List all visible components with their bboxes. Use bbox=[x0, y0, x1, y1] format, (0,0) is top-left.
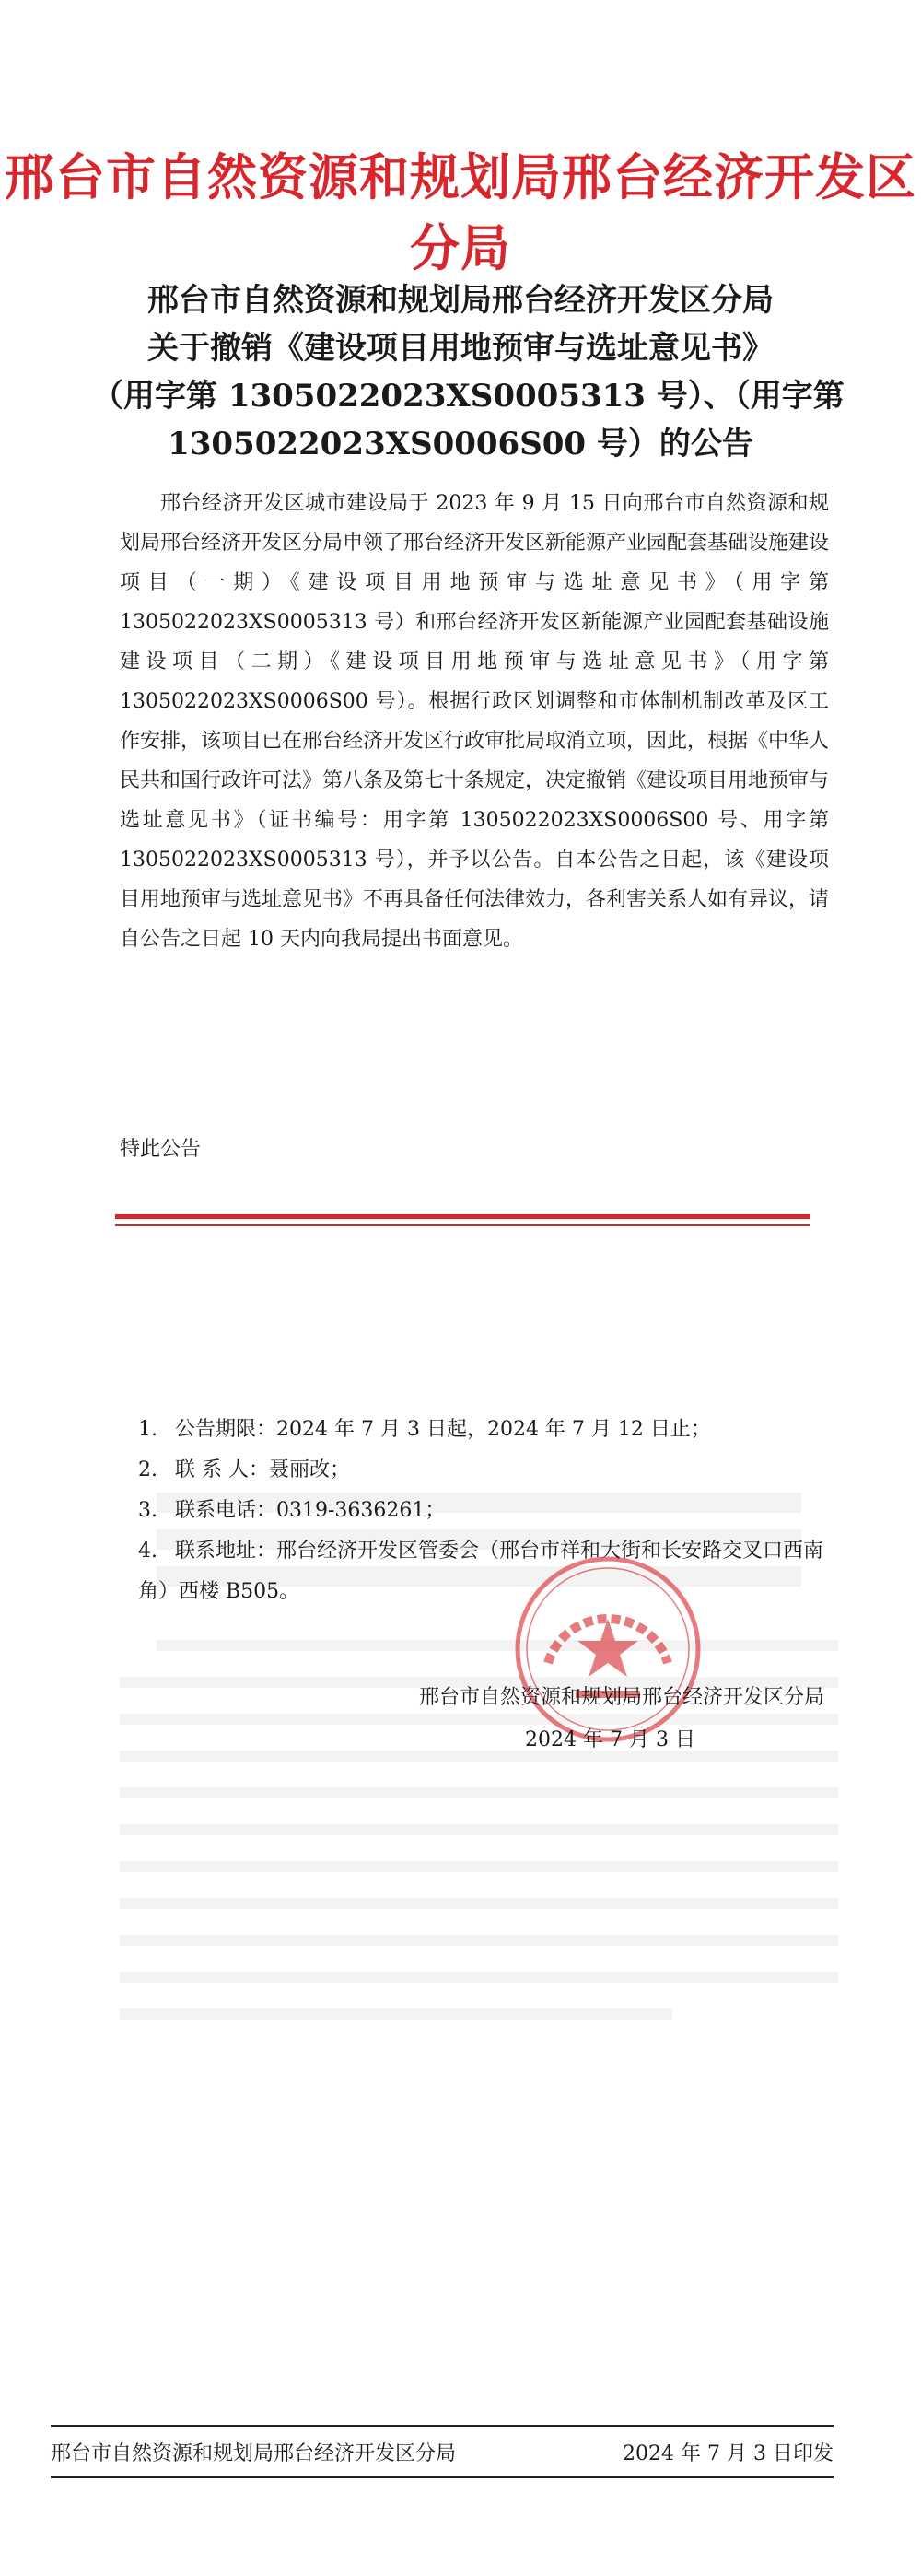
info-item-phone: 3. 联系电话：0319-3636261； bbox=[138, 1499, 446, 1522]
info-item-address: 4. 联系地址：邢台经济开发区管委会（邢台市祥和大街和长安路交叉口西南角）西楼 B505。 bbox=[138, 1540, 824, 1603]
signature-block bbox=[419, 1677, 824, 1762]
notice-body bbox=[120, 484, 829, 959]
closing-line: 特此公告 bbox=[120, 1138, 202, 1161]
footer-date: 2024 年 7 月 3 日印发 bbox=[623, 2442, 834, 2465]
info-item-period: 1. 公告期限：2024 年 7 月 3 日起，2024 年 7 月 12 日止； bbox=[138, 1418, 711, 1441]
title-line-1: 邢台市自然资源和规划局邢台经济开发区分局 bbox=[147, 282, 774, 319]
body-paragraph: 邢台经济开发区城市建设局于 2023 年 9 月 15 日向邢台市自然资源和规划局邢台经济开发区分局申领了邢台经济开发区新能源产业园配套基础设施建设项目（一期）《建设项目用地预审与选址意见书》（用字第 1305022023XS0005313 号）和邢台经济开发区新能源产业园配套基础设施建设项目（二期）《建设项目用地预审与选址意见书》（用字第 1305022023XS0006S00 号）。根据行政区划调整和市体制机制改革及区工作安排，该项目已在邢台经济开发区行政审批局取消立项，因此，根据《中华人民共和国行政许可法》第八条及第七十条规定，决定撤销《建设项目用地预审与选址意见书》（证书编号：用字第 1305022023XS0006S00 号、用字第 1305022023XS0005313 号），并予以公告。自本公告之日起，该《建设项目用地预审与选址意见书》不再具备任何法律效力，各利害关系人如有异议，请自公告之日起 10 天内向我局提出书面意见。 bbox=[120, 492, 830, 951]
masthead-title: 邢台市自然资源和规划局邢台经济开发区分局 bbox=[5, 147, 916, 277]
title-line-4: 1305022023XS0006S00 号）的公告 bbox=[168, 426, 753, 463]
notice-title bbox=[92, 276, 845, 468]
footer bbox=[51, 2438, 834, 2466]
footer-rule-top bbox=[51, 2425, 834, 2427]
footer-org: 邢台市自然资源和规划局邢台经济开发区分局 bbox=[51, 2442, 457, 2465]
signature-date: 2024 年 7 月 3 日 bbox=[525, 1728, 695, 1751]
contact-info-list bbox=[138, 1410, 829, 1612]
title-line-3: （用字第 1305022023XS0005313 号）、（用字第 bbox=[92, 378, 845, 415]
footer-rule-bottom bbox=[51, 2476, 834, 2478]
red-divider-thin bbox=[115, 1224, 810, 1226]
title-line-2: 关于撤销《建设项目用地预审与选址意见书》 bbox=[147, 330, 774, 367]
info-item-contact-person: 2. 联 系 人：聂丽改； bbox=[138, 1458, 350, 1481]
red-divider-thick bbox=[115, 1214, 810, 1219]
signature-org: 邢台市自然资源和规划局邢台经济开发区分局 bbox=[418, 1686, 824, 1709]
